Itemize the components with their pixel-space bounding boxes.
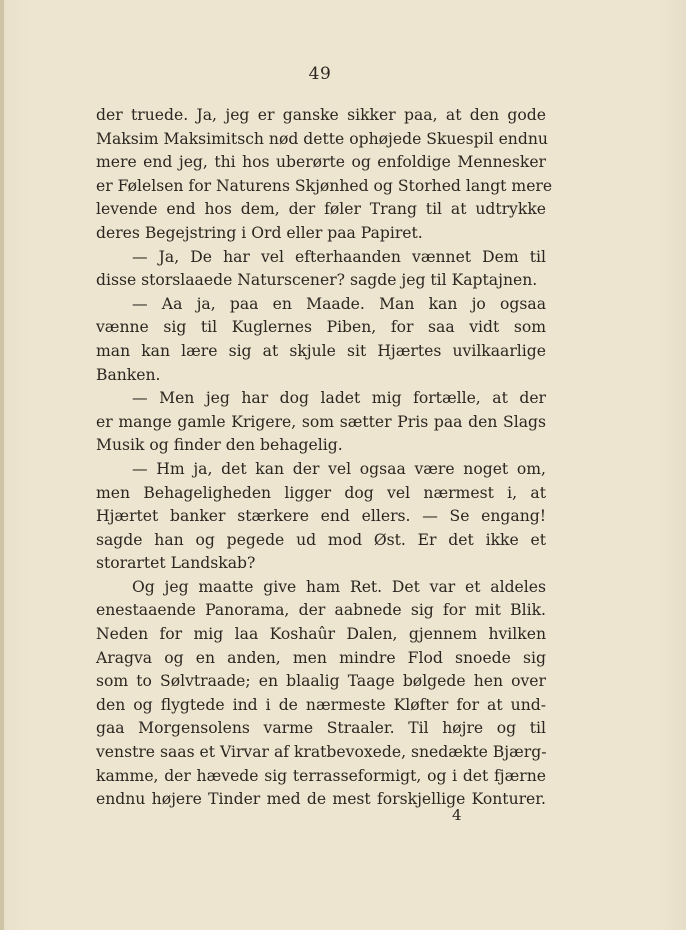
text-line: Hjærtet banker stærkere end ellers. — Se engang! [96,507,546,526]
text-line: Neden for mig laa Koshaûr Dalen, gjennem hvilken [96,625,546,644]
text-line: der truede. Ja, jeg er ganske sikker paa, at den gode [96,106,546,124]
text-line: — Men jeg har dog ladet mig fortælle, at der [132,389,546,408]
text-line: — Hm ja, det kan der vel ogsaa være noget om, [132,459,546,478]
text-line: enestaaende Panorama, der aabnede sig for mit Blik. [96,601,546,620]
text-line: sagde han og pegede ud mod Øst. Er det ikke et [96,530,546,549]
text-line: — Ja, De har vel efterhaanden vænnet Dem til [132,247,546,266]
page-number: 49 [308,64,332,84]
text-line: vænne sig til Kuglernes Piben, for saa vidt som [96,318,546,337]
text-line: Og jeg maatte give ham Ret. Det var et aldeles [132,577,546,596]
text-line: gaa Morgensolens varme Straaler. Til højre og til [96,719,546,738]
text-line: disse storslaaede Naturscener? sagde jeg til Kaptajnen. [96,271,538,290]
text-line: den og flygtede ind i de nærmeste Kløfter for at und- [96,695,546,714]
text-line: deres Begejstring i Ord eller paa Papiret. [96,223,423,242]
text-line: — Aa ja, paa en Maade. Man kan jo ogsaa [132,294,546,313]
body-text [96,104,553,812]
text-line: er Følelsen for Naturens Skjønhed og Storhed langt mere [96,176,553,195]
text-line: venstre saas et Virvar af kratbevoxede, snedækte Bjærg- [96,743,547,762]
text-line: men Behageligheden ligger dog vel nærmest i, at [96,483,546,502]
text-line: endnu højere Tinder med de mest forskjellige Konturer. [96,790,546,809]
text-line: som to Sølvtraade; en blaalig Taage bølgede hen over [96,672,546,691]
text-line: Banken. [96,365,161,384]
text-line: man kan lære sig at skjule sit Hjærtes uvilkaarlige [96,341,546,360]
text-line: levende end hos dem, der føler Trang til at udtrykke [96,200,546,219]
signature-mark: 4 [452,806,462,824]
text-line: Maksim Maksimitsch nød dette ophøjede Skuespil endnu [96,129,548,148]
text-line: storartet Landskab? [96,554,256,573]
text-line: mere end jeg, thi hos uberørte og enfoldige Mennesker [96,153,546,172]
text-line: Musik og finder den behagelig. [96,436,343,455]
text-line: kamme, der hævede sig terrasseformigt, og i det fjærne [96,766,546,785]
text-line: Aragva og en anden, men mindre Flod snoede sig [96,648,546,667]
text-line: er mange gamle Krigere, som sætter Pris paa den Slags [96,412,546,431]
page-spine-edge [0,0,4,930]
